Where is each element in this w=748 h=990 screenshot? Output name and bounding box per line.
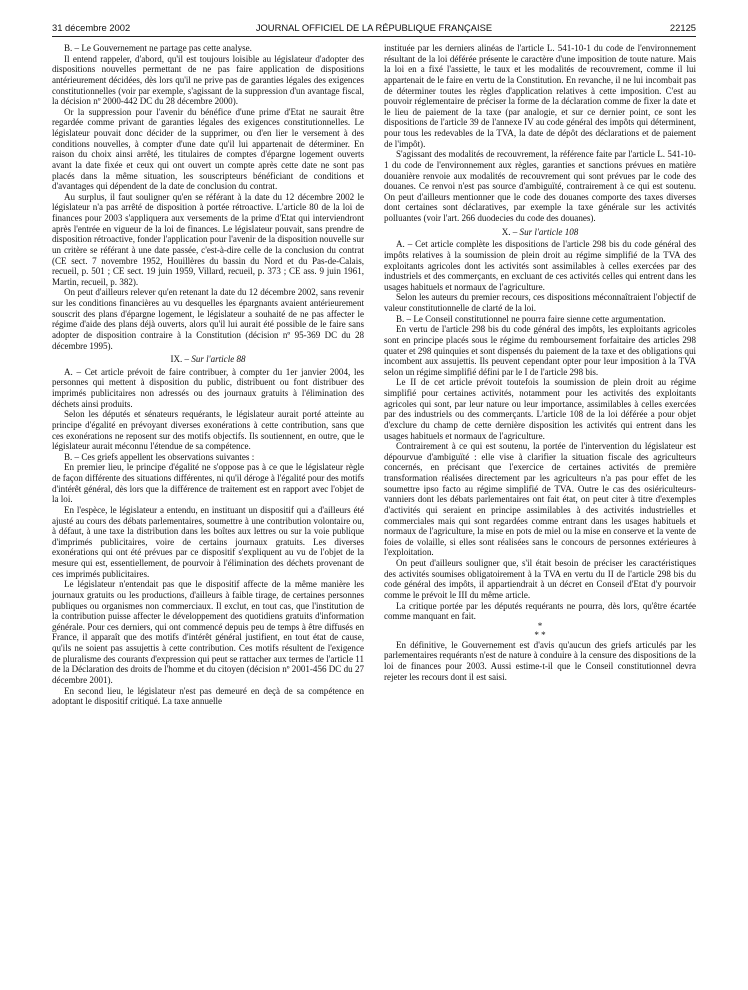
paragraph: S'agissant des modalités de recouvrement, la référence faite par l'article L. 541-10-1 du code de l'environnement aux règles, garanties et sanctions prévues en matière douanière renvoie aux modalités de recouvrement qui sont prévues par le code des douanes. Ce renvoi n'est pas source d'ambiguïté, contrairement à ce qui est soutenu. On peut d'ailleurs mentionner que le code des douanes comporte des taxes diverses dont certaines sont déclaratives, par exemple la taxe générale sur les activités polluantes (voir l'art. 266 duodecies du code des douanes). bbox=[384, 149, 696, 223]
paragraph: En définitive, le Gouvernement est d'avis qu'aucun des griefs articulés par les parlementaires requérants n'est de nature à conduire à la censure des dispositions de la loi de finances pour 2003. Aussi estime-t-il que le Conseil constitutionnel devra rejeter les recours dont il est saisi. bbox=[384, 639, 696, 682]
issue-date: 31 décembre 2002 bbox=[52, 22, 131, 33]
paragraph: Or la suppression pour l'avenir du bénéfice d'une prime d'Etat ne saurait être regardée comme privant de garanties légales des exigences constitutionnelles. Le législateur pouvait donc décider de la supprimer, ou d'en lier le versement à des conditions nouvelles, à compter d'une date qu'il lui appartenait de déterminer. En raison du choix ainsi arrêté, les titulaires de comptes d'épargne logement ouverts avant la date fixée et ceux qui ont ouvert un compte après cette date ne sont pas placés dans la même situation, les souscripteurs bénéficiant de conditions et d'avantages qui dépendent de la date de conclusion du contrat. bbox=[52, 106, 364, 192]
left-column bbox=[52, 43, 364, 707]
paragraph: B. – Le Conseil constitutionnel ne pourra faire sienne cette argumentation. bbox=[396, 313, 666, 324]
header-rule bbox=[52, 36, 696, 37]
page-number: 22125 bbox=[669, 22, 696, 33]
running-header bbox=[52, 22, 696, 36]
paragraph: Selon les auteurs du premier recours, ces dispositions méconnaîtraient l'objectif de valeur constitutionnelle de clarté de la loi. bbox=[384, 292, 696, 313]
paragraph: En l'espèce, le législateur a entendu, en instituant un dispositif qui a d'ailleurs été ajusté au cours des débats parlementaires, soumettre à une contribution volontaire ou, à défaut, à une taxe la distribution dans les boîtes aux lettres ou sur la voie publique d'imprimés publicitaires, voire de certains journaux gratuits. Les diverses exonérations qui ont été prévues par ce dispositif s'expliquent au vu de l'objet de la mesure qui est, essentiellement, de pourvoir à l'élimination des déchets provenant de ces imprimés publicitaires. bbox=[52, 504, 364, 579]
paragraph: En premier lieu, le principe d'égalité ne s'oppose pas à ce que le législateur règle de façon différente des situations différentes, ni qu'il déroge à l'égalité pour des motifs d'intérêt général, dès lors que la différence de traitement est en rapport avec l'objet de la loi. bbox=[52, 462, 364, 505]
section-number: X. – bbox=[501, 226, 520, 237]
paragraph: A. – Cet article complète les dispositions de l'article 298 bis du code général des impôts relatives à la soumission de plein droit au régime simplifié de la TVA des exploitants agricoles dont les activités sont assimilables à celles exercées par des industriels et des commerçants, en excluant de ces activités celles qui entrent dans les usages habituels et normaux de l'agriculture. bbox=[384, 239, 696, 292]
right-column bbox=[384, 43, 696, 682]
paragraph: En vertu de l'article 298 bis du code général des impôts, les exploitants agricoles sont en principe placés sous le régime du remboursement forfaitaire des articles 298 quater et 298 quinquies et sont dispensés du paiement de la taxe et des obligations qui incombent aux assujettis. Ils peuvent cependant opter pour leur imposition à la TVA selon un régime simplifié défini par le I de l'article 298 bis. bbox=[384, 324, 696, 377]
paragraph: A. – Cet article prévoit de faire contribuer, à compter du 1er janvier 2004, les personnes qui mettent à disposition du public, distribuent ou font distribuer des imprimés publicitaires non adressés ou des journaux gratuits à l'élimination des déchets ainsi produits. bbox=[52, 366, 364, 409]
paragraph: Il entend rappeler, d'abord, qu'il est toujours loisible au législateur d'adopter des dispositions nouvelles permettant de ne pas faire application de dispositions antérieurement décidées, dès lors qu'il ne prive pas de garanties légales des exigences constitutionnelles (voir par exemple, s'agissant de la suppression d'un avantage fiscal, la décision nº 2000-442 DC du 28 décembre 2000). bbox=[52, 53, 364, 107]
paragraph: On peut d'ailleurs souligner que, s'il était besoin de préciser les caractéristiques des activités soumises obligatoirement à la TVA en vertu du II de l'article 298 bis du code général des impôts, il appartiendrait à un décret en Conseil d'Etat d'y pourvoir comme le prévoit le III du même article. bbox=[384, 558, 696, 600]
paragraph: La critique portée par les députés requérants ne pourra, dès lors, qu'être écartée comme manquant en fait. bbox=[384, 600, 696, 622]
paragraph: Selon les députés et sénateurs requérants, le législateur aurait porté atteinte au principe d'égalité en prévoyant diverses exonérations à cette contribution, sans que ces exonérations ne reposent sur des motifs objectifs. Ils soutiennent, en outre, que le législateur aurait méconnu l'étendue de sa compétence. bbox=[52, 409, 364, 452]
paragraph: Le législateur n'entendait pas que le dispositif affecte de la même manière les journaux gratuits ou les productions, d'ailleurs à faible tirage, de certaines personnes publiques ou organismes non commerciaux. Il exclut, en tout cas, que l'institution de la contribution puisse affecter le développement des quotidiens gratuits d'information générale. Pour ces derniers, qui ont commencé depuis peu de temps à être diffusés en France, il apparaît que des motifs d'intérêt général justifient, en tout état de cause, qu'ils ne soient pas assujettis à cette contribution. Ces motifs résultent de l'exigence de pluralisme des courants d'expression qui peut se rattacher aux termes de l'article 11 de la Déclaration des droits de l'homme et du citoyen (décision nº 2001-456 DC du 27 décembre 2001). bbox=[52, 579, 364, 685]
section-title: Sur l'article 108 bbox=[519, 226, 579, 237]
paragraph: Le II de cet article prévoit toutefois la soumission de plein droit au régime simplifié pour certaines activités, notamment pour les activités des exploitants agricoles qui sont, par leur nature ou leur importance, assimilables à celles exercées par des industriels ou des commerçants. L'article 108 de la loi déférée a pour objet d'exclure du champ de cette dernière disposition les activités qui entrent dans les usages habituels et normaux de l'agriculture. bbox=[384, 377, 696, 441]
journal-title: JOURNAL OFFICIEL DE LA RÉPUBLIQUE FRANÇAISE bbox=[255, 22, 493, 33]
paragraph: instituée par les derniers alinéas de l'article L. 541-10-1 du code de l'environnement résultant de la loi déférée présente le caractère d'une imposition de toute nature. Mais la loi en a fixé l'assiette, le taux et les modalités de recouvrement, comme il lui appartenait de le faire en vertu de la Constitution. En revanche, il ne lui incombait pas de déterminer toutes les règles d'application relatives à cette imposition. C'est au pouvoir réglementaire de préciser la forme de la déclaration comme de fixer la date et le lieu de paiement de la taxe (par analogie, et sur ce dernier point, ce sont les dispositions de l'article 39 de l'annexe IV au code général des impôts qui déterminent, pour tous les redevables de la TVA, la date de dépôt des déclarations et de paiement de l'impôt). bbox=[384, 43, 696, 149]
section-separator bbox=[384, 622, 696, 640]
paragraph: Contrairement à ce qui est soutenu, la portée de l'intervention du législateur est dépourvue d'ambiguïté : elle vise à clarifier la situation fiscale des agriculteurs concernés, en précisant que l'exercice de certaines activités de première transformation réalisées directement par les agriculteurs n'a pas pour effet de les soumettre ipso facto au régime simplifié de TVA. Outre le cas des osiériculteurs-vanniers dont les débats parlementaires ont fait état, on peut citer à titre d'exemples d'activités qui seraient en principe assimilables à des activités industrielles et commerciales mais qui sont regardées comme entrant dans les usages habituels et normaux de l'agriculture, la mise en pots de miel ou la mise en conserve et la vente de foies de volaille, si elles sont réalisées sans le concours de personnes extérieures à l'exploitation. bbox=[384, 441, 696, 558]
paragraph: B. – Le Gouvernement ne partage pas cette analyse. bbox=[64, 43, 252, 53]
section-number: IX. – bbox=[170, 354, 192, 365]
section-title: Sur l'article 88 bbox=[191, 354, 246, 365]
separator-stars: * * bbox=[534, 629, 546, 640]
section-heading bbox=[384, 227, 696, 238]
paragraph: On peut d'ailleurs relever qu'en retenant la date du 12 décembre 2002, sans revenir sur les conditions financières au vu desquelles les épargnants avaient antérieurement souscrit des plans d'épargne logement, le législateur a souhaité de ne pas affecter le régime d'aide des plans déjà ouverts, alors qu'il lui aurait été possible de le faire sans adopter de disposition contraire à la Constitution (décision nº 95-369 DC du 28 décembre 1995). bbox=[52, 287, 364, 351]
paragraph: Au surplus, il faut souligner qu'en se référant à la date du 12 décembre 2002 le législateur n'a pas arrêté de disposition à portée rétroactive. L'article 80 de la loi de finances pour 2003 s'appliquera aux versements de la prime d'Etat qui interviendront après l'entrée en vigueur de la loi de finances. Le législateur pouvait, sans prendre de disposition rétroactive, fonder l'application pour l'avenir de la disposition nouvelle sur un critère se référant à une date passée, c'est-à-dire celle de la conclusion du contrat (CE sect. 7 novembre 1952, Houillères du bassin du Nord et du Pas-de-Calais, recueil, p. 501 ; CE sect. 19 juin 1959, Villard, recueil, p. 373 ; CE ass. 9 juin 1961, Martin, recueil, p. 382). bbox=[52, 191, 364, 287]
paragraph: En second lieu, le législateur n'est pas demeuré en deçà de sa compétence en adoptant le dispositif critiqué. La taxe annuelle bbox=[52, 685, 364, 707]
section-heading bbox=[52, 354, 364, 365]
separator-star: * bbox=[537, 620, 543, 631]
paragraph: B. – Ces griefs appellent les observations suivantes : bbox=[64, 451, 255, 462]
